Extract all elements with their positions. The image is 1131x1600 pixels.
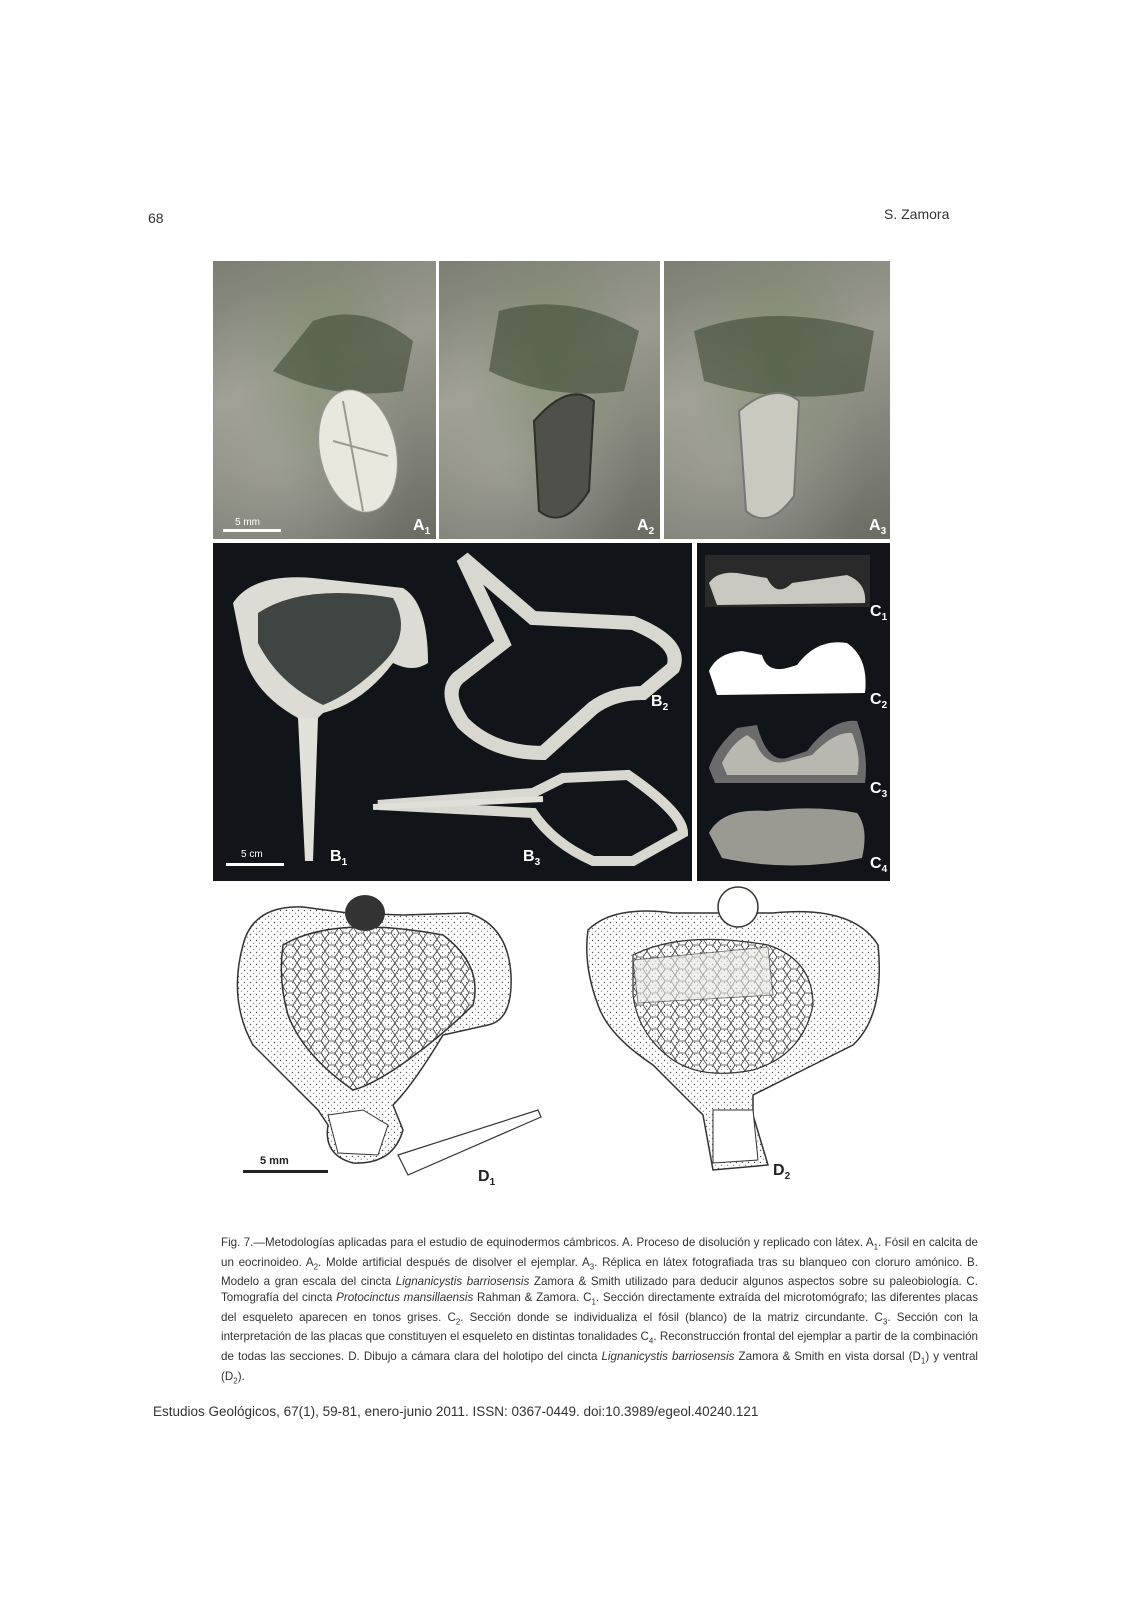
fossil-photo-a1 xyxy=(213,261,436,539)
caption-text: Zamora & Smith utilizado para deducir algunos aspectos sobre su paleobiología. C. Tomografía del cincta xyxy=(221,1275,978,1304)
figure-panel-a3 xyxy=(664,261,890,539)
caption-text: . Sección donde se individualiza el fósil (blanco) de la matriz circundante. C xyxy=(460,1310,883,1324)
panel-label-d2: $D_2$ xyxy=(773,1162,791,1183)
caption-taxon-name: Lignanicystis barriosensis xyxy=(395,1275,530,1289)
caption-text: . Réplica en látex fotografiada tras su blanqueo con cloruro amónico. B. Modelo a gran escala del cincta xyxy=(221,1255,978,1289)
caption-subscript: 2 xyxy=(455,1316,461,1326)
caption-subscript: 4 xyxy=(648,1336,654,1346)
figure-panel-c xyxy=(697,543,890,881)
scale-label: 5 cm xyxy=(241,849,263,860)
caption-text: . Fósil en calcita de un eocrinoideo. A xyxy=(221,1236,978,1269)
scale-bar xyxy=(226,863,284,866)
caption-text: . Sección con la interpretación de las placas que constituyen el esqueleto en distintas tonalidades C xyxy=(221,1310,978,1344)
caption-text: Fig. 7.—Metodologías aplicadas para el estudio de equinodermos cámbricos. A. Proceso de disolución y replicado con látex. A xyxy=(221,1236,874,1249)
drawing-d2-ventral xyxy=(587,887,880,1170)
journal-citation: Estudios Geológicos, 67(1), 59-81, enero-junio 2011. ISSN: 0367-0449. doi:10.3989/egeol.40240.121 xyxy=(153,1404,759,1419)
scale-label-d: 5 mm xyxy=(260,1155,289,1167)
figure-panel-b xyxy=(213,543,692,881)
figure-caption xyxy=(221,1235,978,1388)
caption-text: . Molde artificial después de disolver el ejemplar. A xyxy=(318,1255,590,1269)
caption-text: . Sección directamente extraída del microtomógrafo; las diferentes placas del esqueleto aparecen en tonos grises. C xyxy=(221,1290,978,1324)
panel-label-c1: $C_1$ xyxy=(870,603,888,624)
figure-panel-a1 xyxy=(213,261,436,539)
panel-label-c4: $C_4$ xyxy=(870,855,888,876)
caption-taxon-name: Lignanicystis barriosensis xyxy=(601,1350,735,1363)
panel-label-d1: $D_1$ xyxy=(478,1168,496,1189)
caption-text: ). xyxy=(237,1369,245,1383)
panel-label-a1: $A_1$ xyxy=(413,517,431,538)
caption-text: Zamora & Smith en vista dorsal (D xyxy=(734,1350,921,1363)
tomography-sections-c xyxy=(697,543,890,881)
drawing-d1-dorsal xyxy=(237,895,541,1175)
scale-label: 5 mm xyxy=(235,517,260,528)
panel-label-a3: $A_3$ xyxy=(869,517,887,538)
panel-label-b3: $B_3$ xyxy=(523,848,541,869)
scale-bar-d xyxy=(243,1170,328,1173)
panel-label-c2: $C_2$ xyxy=(870,691,888,712)
scale-bar xyxy=(223,529,281,532)
caption-text: . Reconstrucción frontal del ejemplar a partir de la combinación de todas las secciones. D. Dibujo a cámara clara del holotipo del cincta xyxy=(221,1330,978,1363)
caption-subscript: 1 xyxy=(920,1356,926,1366)
caption-subscript: 2 xyxy=(313,1262,319,1272)
panel-label-b2: $B_2$ xyxy=(651,693,669,714)
caption-taxon-name: Protocinctus mansillaensis xyxy=(336,1290,474,1304)
caption-text: ) y ventral (D xyxy=(221,1350,978,1383)
panel-label-b1: $B_1$ xyxy=(330,848,348,869)
drawing-d xyxy=(213,885,893,1185)
fossil-photo-a2 xyxy=(439,261,660,539)
model-photo-b xyxy=(213,543,692,881)
caption-subscript: 3 xyxy=(882,1316,888,1326)
caption-subscript: 3 xyxy=(589,1262,595,1272)
caption-subscript: 1 xyxy=(873,1242,879,1252)
panel-label-a2: $A_2$ xyxy=(637,517,655,538)
caption-subscript: 2 xyxy=(233,1376,238,1386)
caption-text: Rahman & Zamora. C xyxy=(473,1290,592,1304)
caption-subscript: 1 xyxy=(591,1297,596,1307)
panel-label-c3: $C_3$ xyxy=(870,780,888,801)
figure-panel-a2 xyxy=(439,261,660,539)
fossil-photo-a3 xyxy=(664,261,890,539)
running-head-author: S. Zamora xyxy=(884,206,950,222)
page-number: 68 xyxy=(148,210,164,226)
